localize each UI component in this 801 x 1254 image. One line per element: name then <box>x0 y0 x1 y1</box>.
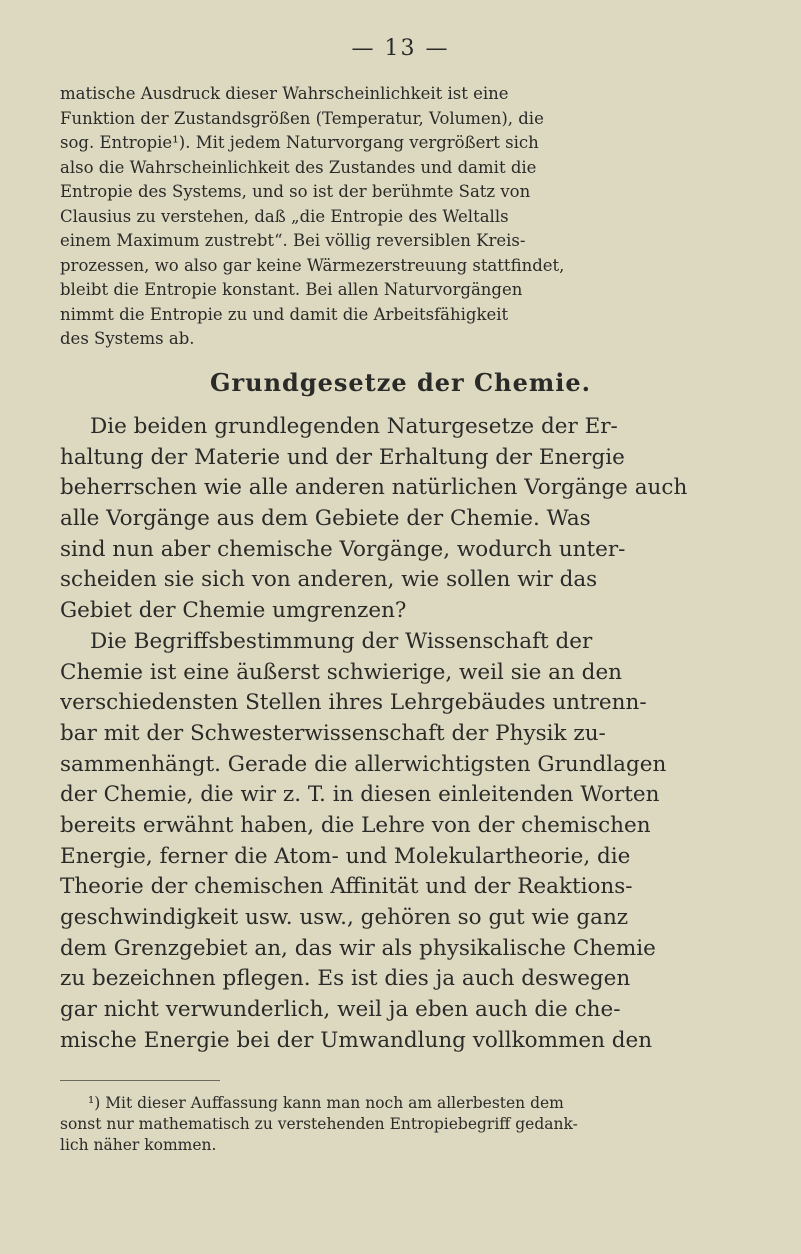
text-line: gar nicht verwunderlich, weil ja eben auch die che- <box>60 997 621 1023</box>
text-line: Die Begriffsbestimmung der Wissenschaft der <box>90 628 593 654</box>
text-line: sammenhängt. Gerade die allerwichtigsten Grundlagen <box>60 751 667 777</box>
footnote-line: ¹) Mit dieser Auffassung kann man noch am allerbesten dem <box>88 1094 564 1112</box>
text-line: dem Grenzgebiet an, das wir als physikalische Chemie <box>60 935 656 961</box>
footnote-line: lich näher kommen. <box>60 1136 217 1154</box>
footnote-line: sonst nur mathematisch zu verstehenden Entropiebegriff gedank- <box>60 1115 578 1133</box>
paragraph-entropy <box>60 82 750 352</box>
text-line: Clausius zu verstehen, daß „die Entropie des Weltalls <box>60 206 509 226</box>
text-line: des Systems ab. <box>60 329 195 348</box>
text-line: beherrschen wie alle anderen natürlichen Vorgänge auch <box>60 475 688 501</box>
text-line: geschwindigkeit usw. usw., gehören so gut wie ganz <box>60 905 629 930</box>
text-line: Theorie der chemischen Affinität und der Reaktions- <box>60 874 633 900</box>
text-line: Chemie ist eine äußerst schwierige, weil sie an den <box>60 659 623 685</box>
text-line: sind nun aber chemische Vorgänge, wodurch unter- <box>60 536 626 562</box>
text-line: bereits erwähnt haben, die Lehre von der chemischen <box>60 812 651 838</box>
text-line: einem Maximum zustrebt“. Bei völlig reversiblen Kreis- <box>60 231 526 250</box>
text-line: scheiden sie sich von anderen, wie sollen wir das <box>60 567 598 593</box>
text-line: Die beiden grundlegenden Naturgesetze der Er- <box>90 414 618 439</box>
page-number: — 13 — <box>351 36 450 61</box>
paragraph-chemistry <box>60 412 750 1056</box>
text-line: zu bezeichnen pflegen. Es ist dies ja auch deswegen <box>60 966 631 992</box>
text-line: Entropie des Systems, und so ist der berühmte Satz von <box>60 182 531 201</box>
text-line: Energie, ferner die Atom- und Molekulartheorie, die <box>60 843 631 869</box>
text-line: prozessen, wo also gar keine Wärmezerstreuung stattfindet, <box>60 255 565 275</box>
text-line: der Chemie, die wir z. T. in diesen einleitenden Worten <box>60 782 660 808</box>
text-line: sog. Entropie¹). Mit jedem Naturvorgang vergrößert sich <box>60 133 539 152</box>
text-line: bleibt die Entropie konstant. Bei allen Naturvorgängen <box>60 280 523 299</box>
text-line: also die Wahrscheinlichkeit des Zustandes und damit die <box>60 157 537 177</box>
section-heading: Grundgesetze der Chemie. <box>210 368 591 397</box>
text-line: mische Energie bei der Umwandlung vollkommen den <box>60 1027 653 1053</box>
text-line: nimmt die Entropie zu und damit die Arbeitsfähigkeit <box>60 304 509 324</box>
text-line: alle Vorgänge aus dem Gebiete der Chemie. Was <box>60 506 591 532</box>
text-line: Gebiet der Chemie umgrenzen? <box>60 598 407 624</box>
text-line: bar mit der Schwesterwissenschaft der Physik zu- <box>60 720 606 746</box>
text-line: haltung der Materie und der Erhaltung der Energie <box>60 444 625 470</box>
footnote-divider <box>60 1080 220 1081</box>
footnote <box>60 1093 750 1156</box>
text-line: Funktion der Zustandsgrößen (Temperatur, Volumen), die <box>60 108 544 128</box>
text-line: verschiedensten Stellen ihres Lehrgebäudes untrenn- <box>60 690 647 716</box>
text-line: matische Ausdruck dieser Wahrscheinlichkeit ist eine <box>60 84 509 103</box>
